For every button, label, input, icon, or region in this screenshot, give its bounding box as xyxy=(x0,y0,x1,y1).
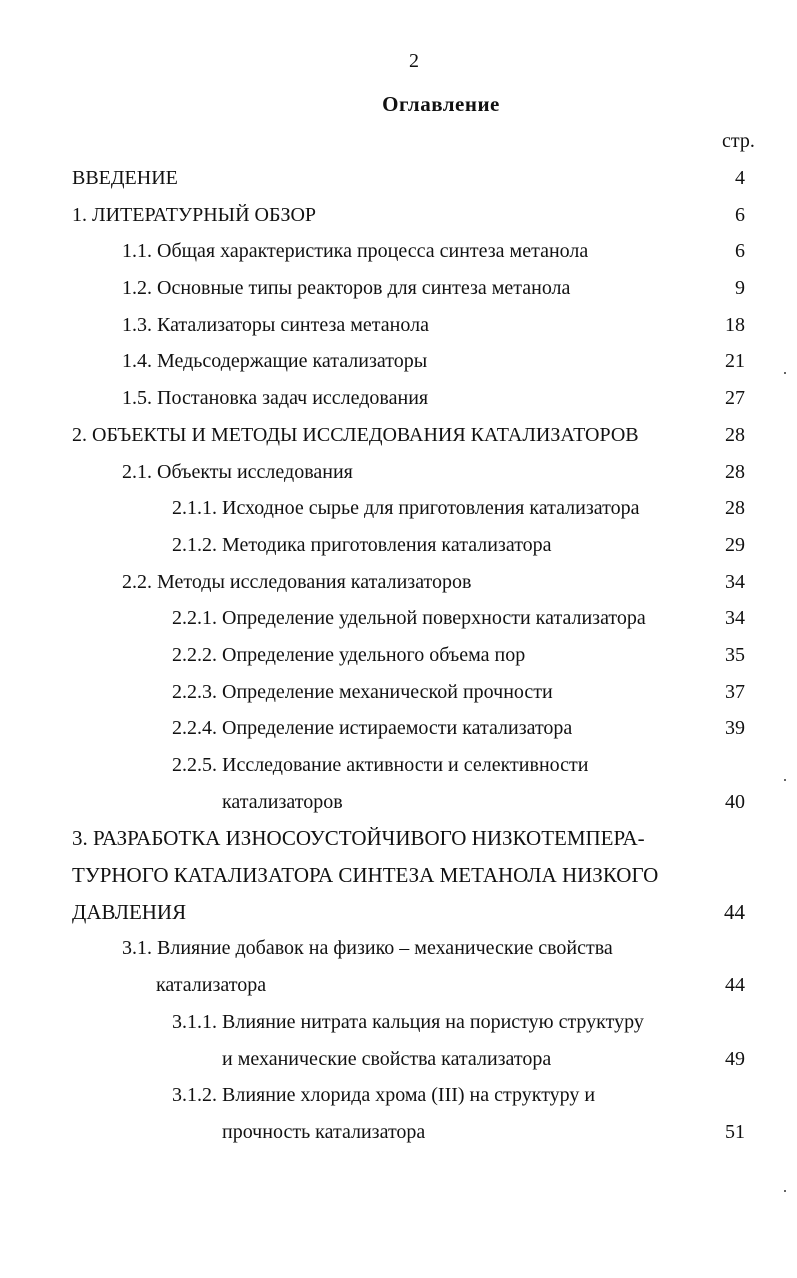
toc-entry-title: 2.2. Методы исследования катализаторов xyxy=(122,570,472,593)
toc-entry-title: 3.1.2. Влияние хлорида хрома (III) на структуру и xyxy=(172,1084,596,1107)
toc-entry xyxy=(0,564,797,601)
toc-entry-page: 9 xyxy=(735,277,745,300)
toc-entry-title: 2.2.5. Исследование активности и селективности xyxy=(172,754,589,776)
toc-entry-title: 2.2.4. Определение истираемости катализатора xyxy=(172,717,573,740)
toc-entry-title: 2.1.2. Методика приготовления катализатора xyxy=(172,533,552,556)
toc-entry-page: 35 xyxy=(725,643,745,666)
toc-entry-page: 28 xyxy=(725,423,745,446)
toc-entry-page: 40 xyxy=(725,790,745,813)
toc-entry-page: 49 xyxy=(725,1047,745,1070)
toc-entry xyxy=(0,820,797,857)
toc-entry-continuation xyxy=(0,1114,797,1151)
toc-entry-title: 2.1.1. Исходное сырье для приготовления катализатора xyxy=(172,497,640,520)
toc-entry xyxy=(0,417,797,454)
scan-speck xyxy=(784,372,786,374)
toc-entry-continuation xyxy=(0,857,797,894)
toc-entry-title: 1.5. Постановка задач исследования xyxy=(122,387,429,410)
toc-entry-title: и механические свойства катализатора xyxy=(222,1047,552,1070)
toc-entry-title: 2.1. Объекты исследования xyxy=(122,460,353,483)
toc-entry-title: 1. ЛИТЕРАТУРНЫЙ ОБЗОР xyxy=(72,203,317,226)
toc-entry-page: 29 xyxy=(725,533,745,556)
toc-entry-page: 6 xyxy=(735,240,745,263)
toc-entry-title: 1.3. Катализаторы синтеза метанола xyxy=(122,313,429,336)
toc-entry xyxy=(0,1004,797,1041)
toc-entry-title: ДАВЛЕНИЯ xyxy=(72,899,187,924)
scan-speck xyxy=(784,1190,786,1192)
toc-entry-title: 3. РАЗРАБОТКА ИЗНОСОУСТОЙЧИВОГО НИЗКОТЕМПЕРА- xyxy=(72,826,645,851)
toc-entry-title: 3.1. Влияние добавок на физико – механические свойства xyxy=(122,937,613,960)
toc-entry-title: 1.4. Медьсодержащие катализаторы xyxy=(122,350,428,373)
toc-entry-title: 2. ОБЪЕКТЫ И МЕТОДЫ ИССЛЕДОВАНИЯ КАТАЛИЗАТОРОВ xyxy=(72,423,639,446)
toc-entry-page: 34 xyxy=(725,607,745,630)
toc-entry-page: 4 xyxy=(735,167,745,189)
page-column-label: стр. xyxy=(722,130,755,152)
toc-entry-page: 44 xyxy=(724,899,745,924)
toc-entry-page: 18 xyxy=(725,313,745,336)
toc-entry xyxy=(0,710,797,747)
toc-entry xyxy=(0,637,797,674)
toc-entry xyxy=(0,454,797,491)
toc-entry-title: ВВЕДЕНИЕ xyxy=(72,167,178,189)
toc-entry-page: 28 xyxy=(725,497,745,520)
toc-entry-continuation xyxy=(0,784,797,821)
toc-entry xyxy=(0,747,797,784)
toc-entry-page: 44 xyxy=(725,974,745,997)
toc-entry-title: катализатора xyxy=(156,974,267,997)
toc-entry-continuation xyxy=(0,894,797,931)
toc-entry xyxy=(0,343,797,380)
toc-entry xyxy=(0,600,797,637)
toc-entry xyxy=(0,270,797,307)
toc-entry-title: 2.2.2. Определение удельного объема пор xyxy=(172,643,526,666)
toc-entry-page: 34 xyxy=(725,570,745,593)
table-of-contents xyxy=(0,160,797,1151)
toc-entry xyxy=(0,674,797,711)
toc-entry-title: 1.1. Общая характеристика процесса синтеза метанола xyxy=(122,240,589,263)
toc-entry xyxy=(0,197,797,234)
toc-entry-page: 28 xyxy=(725,460,745,483)
scan-speck xyxy=(784,779,786,781)
toc-entry-title: 2.2.3. Определение механической прочности xyxy=(172,680,553,703)
toc-entry-page: 21 xyxy=(725,350,745,373)
toc-entry-page: 27 xyxy=(725,387,745,410)
toc-entry-continuation xyxy=(0,967,797,1004)
toc-entry-title: 3.1.1. Влияние нитрата кальция на пористую структуру xyxy=(172,1010,644,1033)
toc-entry xyxy=(0,307,797,344)
toc-entry xyxy=(0,1077,797,1114)
toc-entry-title: прочность катализатора xyxy=(222,1120,426,1143)
toc-entry xyxy=(0,527,797,564)
toc-entry-title: ТУРНОГО КАТАЛИЗАТОРА СИНТЕЗА МЕТАНОЛА НИЗКОГО xyxy=(72,863,659,888)
toc-entry-page: 39 xyxy=(725,717,745,740)
toc-entry-page: 51 xyxy=(725,1120,745,1143)
page-title: Оглавление xyxy=(382,92,500,116)
toc-entry xyxy=(0,490,797,527)
toc-entry-page: 6 xyxy=(735,203,745,226)
toc-entry xyxy=(0,930,797,967)
toc-entry xyxy=(0,160,797,197)
toc-entry xyxy=(0,233,797,270)
page-number: 2 xyxy=(409,50,419,72)
toc-entry-continuation xyxy=(0,1041,797,1078)
toc-entry-title: 1.2. Основные типы реакторов для синтеза метанола xyxy=(122,277,571,300)
toc-entry xyxy=(0,380,797,417)
toc-entry-title: катализаторов xyxy=(222,790,343,813)
toc-entry-page: 37 xyxy=(725,680,745,703)
toc-entry-title: 2.2.1. Определение удельной поверхности катализатора xyxy=(172,607,646,630)
